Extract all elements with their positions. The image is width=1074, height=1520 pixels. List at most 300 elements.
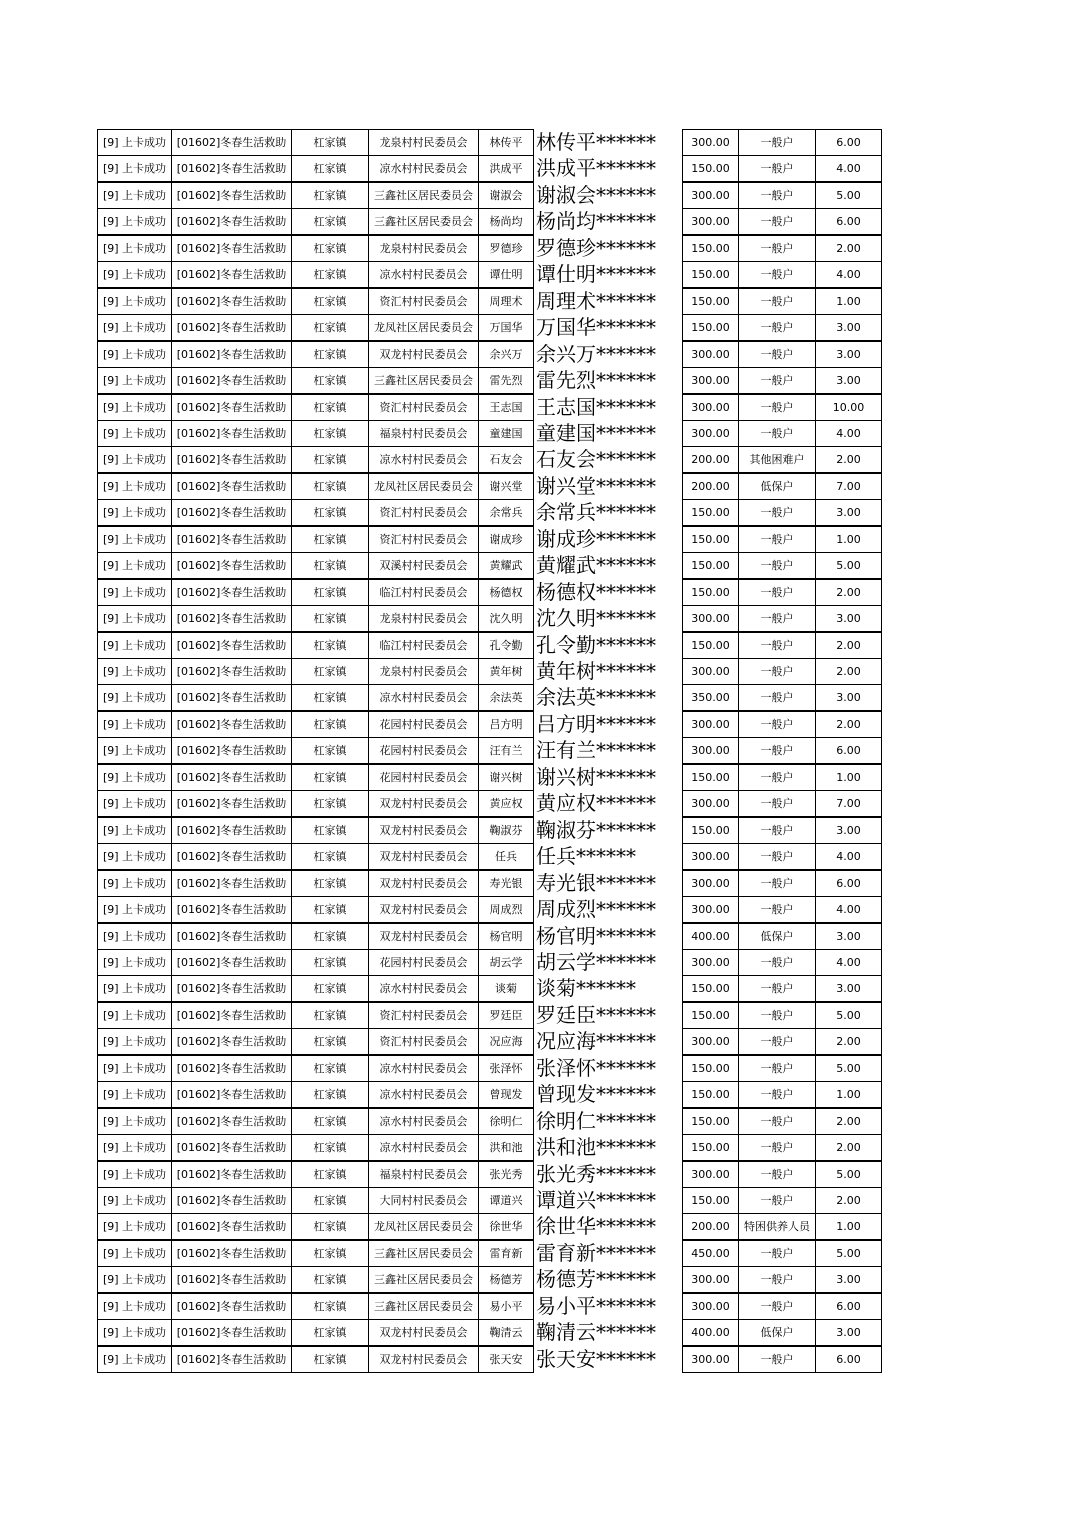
town-cell: 杠家镇 bbox=[291, 1002, 369, 1029]
village-cell: 凉水村村民委员会 bbox=[368, 975, 479, 1002]
masked-name-cell: 鞠清云****** bbox=[536, 1320, 656, 1344]
status-cell: [9] 上卡成功 bbox=[97, 367, 172, 394]
village-cell: 双龙村村民委员会 bbox=[368, 896, 479, 923]
status-cell: [9] 上卡成功 bbox=[97, 288, 172, 315]
project-cell: [01602]冬春生活救助 bbox=[171, 1213, 292, 1240]
masked-name-cell: 石友会****** bbox=[536, 447, 656, 471]
persons-cell: 2.00 bbox=[815, 1187, 882, 1214]
household-type-cell: 一般户 bbox=[738, 1187, 816, 1214]
village-cell: 凉水村村民委员会 bbox=[368, 155, 479, 182]
project-cell: [01602]冬春生活救助 bbox=[171, 632, 292, 659]
amount-cell: 300.00 bbox=[682, 658, 739, 685]
amount-cell: 300.00 bbox=[682, 394, 739, 421]
masked-name-cell: 洪和池****** bbox=[536, 1135, 656, 1159]
masked-name-cell: 黄耀武****** bbox=[536, 553, 656, 577]
persons-cell: 2.00 bbox=[815, 711, 882, 738]
town-cell: 杠家镇 bbox=[291, 394, 369, 421]
persons-cell: 3.00 bbox=[815, 314, 882, 341]
town-cell: 杠家镇 bbox=[291, 446, 369, 473]
project-cell: [01602]冬春生活救助 bbox=[171, 923, 292, 950]
town-cell: 杠家镇 bbox=[291, 1161, 369, 1188]
project-cell: [01602]冬春生活救助 bbox=[171, 1346, 292, 1373]
masked-name-cell: 易小平****** bbox=[536, 1294, 656, 1318]
amount-cell: 300.00 bbox=[682, 1293, 739, 1320]
village-cell: 双龙村村民委员会 bbox=[368, 1346, 479, 1373]
town-cell: 杠家镇 bbox=[291, 235, 369, 262]
household-type-cell: 一般户 bbox=[738, 1028, 816, 1055]
status-cell: [9] 上卡成功 bbox=[97, 208, 172, 235]
recipient-cell: 杨官明 bbox=[478, 923, 534, 950]
persons-cell: 3.00 bbox=[815, 923, 882, 950]
persons-cell: 1.00 bbox=[815, 526, 882, 553]
recipient-cell: 谈菊 bbox=[478, 975, 534, 1002]
recipient-cell: 杨尚均 bbox=[478, 208, 534, 235]
amount-cell: 150.00 bbox=[682, 579, 739, 606]
project-cell: [01602]冬春生活救助 bbox=[171, 261, 292, 288]
project-cell: [01602]冬春生活救助 bbox=[171, 1319, 292, 1346]
household-type-cell: 一般户 bbox=[738, 949, 816, 976]
persons-cell: 3.00 bbox=[815, 975, 882, 1002]
amount-cell: 300.00 bbox=[682, 1346, 739, 1373]
household-type-cell: 一般户 bbox=[738, 341, 816, 368]
town-cell: 杠家镇 bbox=[291, 1187, 369, 1214]
amount-cell: 300.00 bbox=[682, 1266, 739, 1293]
village-cell: 临江村村民委员会 bbox=[368, 632, 479, 659]
village-cell: 资汇村村民委员会 bbox=[368, 394, 479, 421]
town-cell: 杠家镇 bbox=[291, 288, 369, 315]
amount-cell: 300.00 bbox=[682, 790, 739, 817]
amount-cell: 300.00 bbox=[682, 605, 739, 632]
project-cell: [01602]冬春生活救助 bbox=[171, 579, 292, 606]
town-cell: 杠家镇 bbox=[291, 579, 369, 606]
recipient-cell: 吕方明 bbox=[478, 711, 534, 738]
project-cell: [01602]冬春生活救助 bbox=[171, 235, 292, 262]
village-cell: 花园村村民委员会 bbox=[368, 737, 479, 764]
project-cell: [01602]冬春生活救助 bbox=[171, 499, 292, 526]
project-cell: [01602]冬春生活救助 bbox=[171, 896, 292, 923]
persons-cell: 2.00 bbox=[815, 1108, 882, 1135]
persons-cell: 2.00 bbox=[815, 1134, 882, 1161]
persons-cell: 2.00 bbox=[815, 658, 882, 685]
household-type-cell: 一般户 bbox=[738, 314, 816, 341]
amount-cell: 300.00 bbox=[682, 341, 739, 368]
recipient-cell: 谢成珍 bbox=[478, 526, 534, 553]
recipient-cell: 谢淑会 bbox=[478, 182, 534, 209]
amount-cell: 150.00 bbox=[682, 1055, 739, 1082]
household-type-cell: 一般户 bbox=[738, 817, 816, 844]
village-cell: 凉水村村民委员会 bbox=[368, 1134, 479, 1161]
masked-name-cell: 罗德珍****** bbox=[536, 236, 656, 260]
persons-cell: 4.00 bbox=[815, 896, 882, 923]
town-cell: 杠家镇 bbox=[291, 843, 369, 870]
recipient-cell: 徐明仁 bbox=[478, 1108, 534, 1135]
amount-cell: 150.00 bbox=[682, 632, 739, 659]
project-cell: [01602]冬春生活救助 bbox=[171, 394, 292, 421]
persons-cell: 5.00 bbox=[815, 1002, 882, 1029]
town-cell: 杠家镇 bbox=[291, 1293, 369, 1320]
village-cell: 大同村村民委员会 bbox=[368, 1187, 479, 1214]
household-type-cell: 一般户 bbox=[738, 632, 816, 659]
masked-name-cell: 罗廷臣****** bbox=[536, 1003, 656, 1027]
household-type-cell: 一般户 bbox=[738, 394, 816, 421]
town-cell: 杠家镇 bbox=[291, 896, 369, 923]
village-cell: 双龙村村民委员会 bbox=[368, 870, 479, 897]
project-cell: [01602]冬春生活救助 bbox=[171, 552, 292, 579]
town-cell: 杠家镇 bbox=[291, 473, 369, 500]
recipient-cell: 黄耀武 bbox=[478, 552, 534, 579]
status-cell: [9] 上卡成功 bbox=[97, 975, 172, 1002]
persons-cell: 1.00 bbox=[815, 1213, 882, 1240]
village-cell: 双龙村村民委员会 bbox=[368, 923, 479, 950]
village-cell: 资汇村村民委员会 bbox=[368, 526, 479, 553]
status-cell: [9] 上卡成功 bbox=[97, 843, 172, 870]
village-cell: 龙凤社区居民委员会 bbox=[368, 314, 479, 341]
amount-cell: 150.00 bbox=[682, 499, 739, 526]
amount-cell: 300.00 bbox=[682, 949, 739, 976]
town-cell: 杠家镇 bbox=[291, 261, 369, 288]
village-cell: 双龙村村民委员会 bbox=[368, 817, 479, 844]
town-cell: 杠家镇 bbox=[291, 632, 369, 659]
recipient-cell: 况应海 bbox=[478, 1028, 534, 1055]
status-cell: [9] 上卡成功 bbox=[97, 1187, 172, 1214]
town-cell: 杠家镇 bbox=[291, 182, 369, 209]
project-cell: [01602]冬春生活救助 bbox=[171, 288, 292, 315]
household-type-cell: 一般户 bbox=[738, 420, 816, 447]
recipient-cell: 雷育新 bbox=[478, 1240, 534, 1267]
amount-cell: 400.00 bbox=[682, 1319, 739, 1346]
household-type-cell: 一般户 bbox=[738, 684, 816, 711]
town-cell: 杠家镇 bbox=[291, 367, 369, 394]
project-cell: [01602]冬春生活救助 bbox=[171, 843, 292, 870]
village-cell: 三鑫社区居民委员会 bbox=[368, 367, 479, 394]
masked-name-cell: 周成烈****** bbox=[536, 897, 656, 921]
village-cell: 双龙村村民委员会 bbox=[368, 341, 479, 368]
masked-name-cell: 余常兵****** bbox=[536, 500, 656, 524]
town-cell: 杠家镇 bbox=[291, 870, 369, 897]
project-cell: [01602]冬春生活救助 bbox=[171, 1161, 292, 1188]
town-cell: 杠家镇 bbox=[291, 1213, 369, 1240]
project-cell: [01602]冬春生活救助 bbox=[171, 420, 292, 447]
amount-cell: 350.00 bbox=[682, 684, 739, 711]
village-cell: 资汇村村民委员会 bbox=[368, 1002, 479, 1029]
town-cell: 杠家镇 bbox=[291, 1346, 369, 1373]
status-cell: [9] 上卡成功 bbox=[97, 235, 172, 262]
village-cell: 花园村村民委员会 bbox=[368, 711, 479, 738]
recipient-cell: 沈久明 bbox=[478, 605, 534, 632]
recipient-cell: 胡云学 bbox=[478, 949, 534, 976]
household-type-cell: 一般户 bbox=[738, 896, 816, 923]
household-type-cell: 一般户 bbox=[738, 526, 816, 553]
household-type-cell: 一般户 bbox=[738, 155, 816, 182]
project-cell: [01602]冬春生活救助 bbox=[171, 341, 292, 368]
project-cell: [01602]冬春生活救助 bbox=[171, 367, 292, 394]
town-cell: 杠家镇 bbox=[291, 975, 369, 1002]
village-cell: 福泉村村民委员会 bbox=[368, 420, 479, 447]
persons-cell: 6.00 bbox=[815, 129, 882, 156]
amount-cell: 150.00 bbox=[682, 817, 739, 844]
persons-cell: 6.00 bbox=[815, 208, 882, 235]
status-cell: [9] 上卡成功 bbox=[97, 1081, 172, 1108]
status-cell: [9] 上卡成功 bbox=[97, 605, 172, 632]
recipient-cell: 张光秀 bbox=[478, 1161, 534, 1188]
persons-cell: 1.00 bbox=[815, 288, 882, 315]
household-type-cell: 一般户 bbox=[738, 1240, 816, 1267]
village-cell: 凉水村村民委员会 bbox=[368, 261, 479, 288]
recipient-cell: 杨德芳 bbox=[478, 1266, 534, 1293]
masked-name-cell: 寿光银****** bbox=[536, 871, 656, 895]
amount-cell: 150.00 bbox=[682, 764, 739, 791]
persons-cell: 2.00 bbox=[815, 632, 882, 659]
town-cell: 杠家镇 bbox=[291, 605, 369, 632]
town-cell: 杠家镇 bbox=[291, 790, 369, 817]
persons-cell: 3.00 bbox=[815, 499, 882, 526]
status-cell: [9] 上卡成功 bbox=[97, 923, 172, 950]
status-cell: [9] 上卡成功 bbox=[97, 949, 172, 976]
masked-name-cell: 杨德权****** bbox=[536, 580, 656, 604]
persons-cell: 2.00 bbox=[815, 235, 882, 262]
town-cell: 杠家镇 bbox=[291, 764, 369, 791]
masked-name-cell: 谢成珍****** bbox=[536, 527, 656, 551]
masked-name-cell: 杨德芳****** bbox=[536, 1267, 656, 1291]
household-type-cell: 一般户 bbox=[738, 208, 816, 235]
village-cell: 凉水村村民委员会 bbox=[368, 446, 479, 473]
project-cell: [01602]冬春生活救助 bbox=[171, 1293, 292, 1320]
masked-name-cell: 童建国****** bbox=[536, 421, 656, 445]
masked-name-cell: 谢兴树****** bbox=[536, 765, 656, 789]
masked-name-cell: 胡云学****** bbox=[536, 950, 656, 974]
status-cell: [9] 上卡成功 bbox=[97, 1240, 172, 1267]
amount-cell: 150.00 bbox=[682, 1134, 739, 1161]
recipient-cell: 雷先烈 bbox=[478, 367, 534, 394]
project-cell: [01602]冬春生活救助 bbox=[171, 975, 292, 1002]
status-cell: [9] 上卡成功 bbox=[97, 1055, 172, 1082]
persons-cell: 3.00 bbox=[815, 1266, 882, 1293]
amount-cell: 300.00 bbox=[682, 182, 739, 209]
project-cell: [01602]冬春生活救助 bbox=[171, 684, 292, 711]
masked-name-cell: 余兴万****** bbox=[536, 342, 656, 366]
status-cell: [9] 上卡成功 bbox=[97, 473, 172, 500]
town-cell: 杠家镇 bbox=[291, 1055, 369, 1082]
recipient-cell: 罗廷臣 bbox=[478, 1002, 534, 1029]
status-cell: [9] 上卡成功 bbox=[97, 1002, 172, 1029]
masked-name-cell: 谭道兴****** bbox=[536, 1188, 656, 1212]
household-type-cell: 一般户 bbox=[738, 1266, 816, 1293]
masked-name-cell: 孔令勤****** bbox=[536, 633, 656, 657]
recipient-cell: 黄年树 bbox=[478, 658, 534, 685]
project-cell: [01602]冬春生活救助 bbox=[171, 737, 292, 764]
amount-cell: 150.00 bbox=[682, 552, 739, 579]
town-cell: 杠家镇 bbox=[291, 526, 369, 553]
masked-name-cell: 雷先烈****** bbox=[536, 368, 656, 392]
persons-cell: 5.00 bbox=[815, 1240, 882, 1267]
household-type-cell: 一般户 bbox=[738, 288, 816, 315]
masked-name-cell: 黄年树****** bbox=[536, 659, 656, 683]
masked-name-cell: 张光秀****** bbox=[536, 1162, 656, 1186]
project-cell: [01602]冬春生活救助 bbox=[171, 129, 292, 156]
persons-cell: 4.00 bbox=[815, 949, 882, 976]
village-cell: 资汇村村民委员会 bbox=[368, 499, 479, 526]
persons-cell: 6.00 bbox=[815, 737, 882, 764]
recipient-cell: 孔令勤 bbox=[478, 632, 534, 659]
persons-cell: 5.00 bbox=[815, 1161, 882, 1188]
household-type-cell: 一般户 bbox=[738, 711, 816, 738]
village-cell: 龙凤社区居民委员会 bbox=[368, 1213, 479, 1240]
persons-cell: 3.00 bbox=[815, 367, 882, 394]
masked-name-cell: 王志国****** bbox=[536, 395, 656, 419]
persons-cell: 4.00 bbox=[815, 420, 882, 447]
recipient-cell: 周理术 bbox=[478, 288, 534, 315]
masked-name-cell: 黄应权****** bbox=[536, 791, 656, 815]
masked-name-cell: 万国华****** bbox=[536, 315, 656, 339]
status-cell: [9] 上卡成功 bbox=[97, 1108, 172, 1135]
recipient-cell: 童建国 bbox=[478, 420, 534, 447]
town-cell: 杠家镇 bbox=[291, 1134, 369, 1161]
amount-cell: 300.00 bbox=[682, 208, 739, 235]
status-cell: [9] 上卡成功 bbox=[97, 420, 172, 447]
persons-cell: 6.00 bbox=[815, 1346, 882, 1373]
project-cell: [01602]冬春生活救助 bbox=[171, 949, 292, 976]
masked-name-cell: 徐明仁****** bbox=[536, 1109, 656, 1133]
recipient-cell: 罗德珍 bbox=[478, 235, 534, 262]
amount-cell: 400.00 bbox=[682, 923, 739, 950]
masked-name-cell: 谭仕明****** bbox=[536, 262, 656, 286]
status-cell: [9] 上卡成功 bbox=[97, 526, 172, 553]
household-type-cell: 一般户 bbox=[738, 552, 816, 579]
village-cell: 龙泉村村民委员会 bbox=[368, 605, 479, 632]
recipient-cell: 张泽怀 bbox=[478, 1055, 534, 1082]
town-cell: 杠家镇 bbox=[291, 684, 369, 711]
household-type-cell: 一般户 bbox=[738, 1134, 816, 1161]
masked-name-cell: 况应海****** bbox=[536, 1029, 656, 1053]
household-type-cell: 一般户 bbox=[738, 1055, 816, 1082]
household-type-cell: 一般户 bbox=[738, 737, 816, 764]
masked-name-cell: 鞠淑芬****** bbox=[536, 818, 656, 842]
amount-cell: 150.00 bbox=[682, 288, 739, 315]
recipient-cell: 石友会 bbox=[478, 446, 534, 473]
recipient-cell: 汪有兰 bbox=[478, 737, 534, 764]
status-cell: [9] 上卡成功 bbox=[97, 182, 172, 209]
status-cell: [9] 上卡成功 bbox=[97, 341, 172, 368]
recipient-cell: 鞠淑芬 bbox=[478, 817, 534, 844]
household-type-cell: 一般户 bbox=[738, 1108, 816, 1135]
recipient-cell: 王志国 bbox=[478, 394, 534, 421]
village-cell: 凉水村村民委员会 bbox=[368, 1108, 479, 1135]
status-cell: [9] 上卡成功 bbox=[97, 446, 172, 473]
status-cell: [9] 上卡成功 bbox=[97, 896, 172, 923]
household-type-cell: 一般户 bbox=[738, 605, 816, 632]
town-cell: 杠家镇 bbox=[291, 1266, 369, 1293]
town-cell: 杠家镇 bbox=[291, 155, 369, 182]
project-cell: [01602]冬春生活救助 bbox=[171, 711, 292, 738]
masked-name-cell: 周理术****** bbox=[536, 289, 656, 313]
household-type-cell: 其他困难户 bbox=[738, 446, 816, 473]
amount-cell: 300.00 bbox=[682, 420, 739, 447]
town-cell: 杠家镇 bbox=[291, 499, 369, 526]
masked-name-cell: 张天安****** bbox=[536, 1347, 656, 1371]
recipient-cell: 谭仕明 bbox=[478, 261, 534, 288]
persons-cell: 5.00 bbox=[815, 182, 882, 209]
masked-name-cell: 杨尚均****** bbox=[536, 209, 656, 233]
village-cell: 凉水村村民委员会 bbox=[368, 684, 479, 711]
project-cell: [01602]冬春生活救助 bbox=[171, 605, 292, 632]
masked-name-cell: 任兵****** bbox=[536, 844, 636, 868]
village-cell: 三鑫社区居民委员会 bbox=[368, 182, 479, 209]
persons-cell: 3.00 bbox=[815, 684, 882, 711]
masked-name-cell: 沈久明****** bbox=[536, 606, 656, 630]
village-cell: 临江村村民委员会 bbox=[368, 579, 479, 606]
status-cell: [9] 上卡成功 bbox=[97, 1266, 172, 1293]
amount-cell: 150.00 bbox=[682, 1081, 739, 1108]
persons-cell: 2.00 bbox=[815, 1028, 882, 1055]
amount-cell: 200.00 bbox=[682, 473, 739, 500]
persons-cell: 3.00 bbox=[815, 341, 882, 368]
village-cell: 双龙村村民委员会 bbox=[368, 843, 479, 870]
household-type-cell: 一般户 bbox=[738, 1346, 816, 1373]
status-cell: [9] 上卡成功 bbox=[97, 499, 172, 526]
project-cell: [01602]冬春生活救助 bbox=[171, 1002, 292, 1029]
recipient-cell: 万国华 bbox=[478, 314, 534, 341]
recipient-cell: 任兵 bbox=[478, 843, 534, 870]
status-cell: [9] 上卡成功 bbox=[97, 1319, 172, 1346]
village-cell: 龙凤社区居民委员会 bbox=[368, 473, 479, 500]
amount-cell: 300.00 bbox=[682, 711, 739, 738]
village-cell: 三鑫社区居民委员会 bbox=[368, 1266, 479, 1293]
status-cell: [9] 上卡成功 bbox=[97, 817, 172, 844]
project-cell: [01602]冬春生活救助 bbox=[171, 155, 292, 182]
status-cell: [9] 上卡成功 bbox=[97, 870, 172, 897]
status-cell: [9] 上卡成功 bbox=[97, 1161, 172, 1188]
amount-cell: 300.00 bbox=[682, 367, 739, 394]
household-type-cell: 低保户 bbox=[738, 923, 816, 950]
amount-cell: 150.00 bbox=[682, 261, 739, 288]
recipient-cell: 寿光银 bbox=[478, 870, 534, 897]
persons-cell: 1.00 bbox=[815, 1081, 882, 1108]
amount-cell: 150.00 bbox=[682, 526, 739, 553]
village-cell: 凉水村村民委员会 bbox=[368, 1055, 479, 1082]
town-cell: 杠家镇 bbox=[291, 1028, 369, 1055]
village-cell: 资汇村村民委员会 bbox=[368, 1028, 479, 1055]
status-cell: [9] 上卡成功 bbox=[97, 711, 172, 738]
status-cell: [9] 上卡成功 bbox=[97, 552, 172, 579]
recipient-cell: 谭道兴 bbox=[478, 1187, 534, 1214]
project-cell: [01602]冬春生活救助 bbox=[171, 1266, 292, 1293]
persons-cell: 5.00 bbox=[815, 1055, 882, 1082]
household-type-cell: 一般户 bbox=[738, 579, 816, 606]
project-cell: [01602]冬春生活救助 bbox=[171, 314, 292, 341]
recipient-cell: 余兴万 bbox=[478, 341, 534, 368]
project-cell: [01602]冬春生活救助 bbox=[171, 208, 292, 235]
masked-name-cell: 林传平****** bbox=[536, 130, 656, 154]
recipient-cell: 林传平 bbox=[478, 129, 534, 156]
amount-cell: 300.00 bbox=[682, 129, 739, 156]
village-cell: 三鑫社区居民委员会 bbox=[368, 1293, 479, 1320]
town-cell: 杠家镇 bbox=[291, 420, 369, 447]
persons-cell: 3.00 bbox=[815, 1319, 882, 1346]
village-cell: 三鑫社区居民委员会 bbox=[368, 208, 479, 235]
masked-name-cell: 杨官明****** bbox=[536, 924, 656, 948]
status-cell: [9] 上卡成功 bbox=[97, 632, 172, 659]
village-cell: 资汇村村民委员会 bbox=[368, 288, 479, 315]
persons-cell: 5.00 bbox=[815, 552, 882, 579]
village-cell: 双溪村村民委员会 bbox=[368, 552, 479, 579]
project-cell: [01602]冬春生活救助 bbox=[171, 870, 292, 897]
amount-cell: 300.00 bbox=[682, 737, 739, 764]
amount-cell: 300.00 bbox=[682, 870, 739, 897]
household-type-cell: 一般户 bbox=[738, 129, 816, 156]
project-cell: [01602]冬春生活救助 bbox=[171, 658, 292, 685]
masked-name-cell: 余法英****** bbox=[536, 685, 656, 709]
recipient-cell: 谢兴树 bbox=[478, 764, 534, 791]
